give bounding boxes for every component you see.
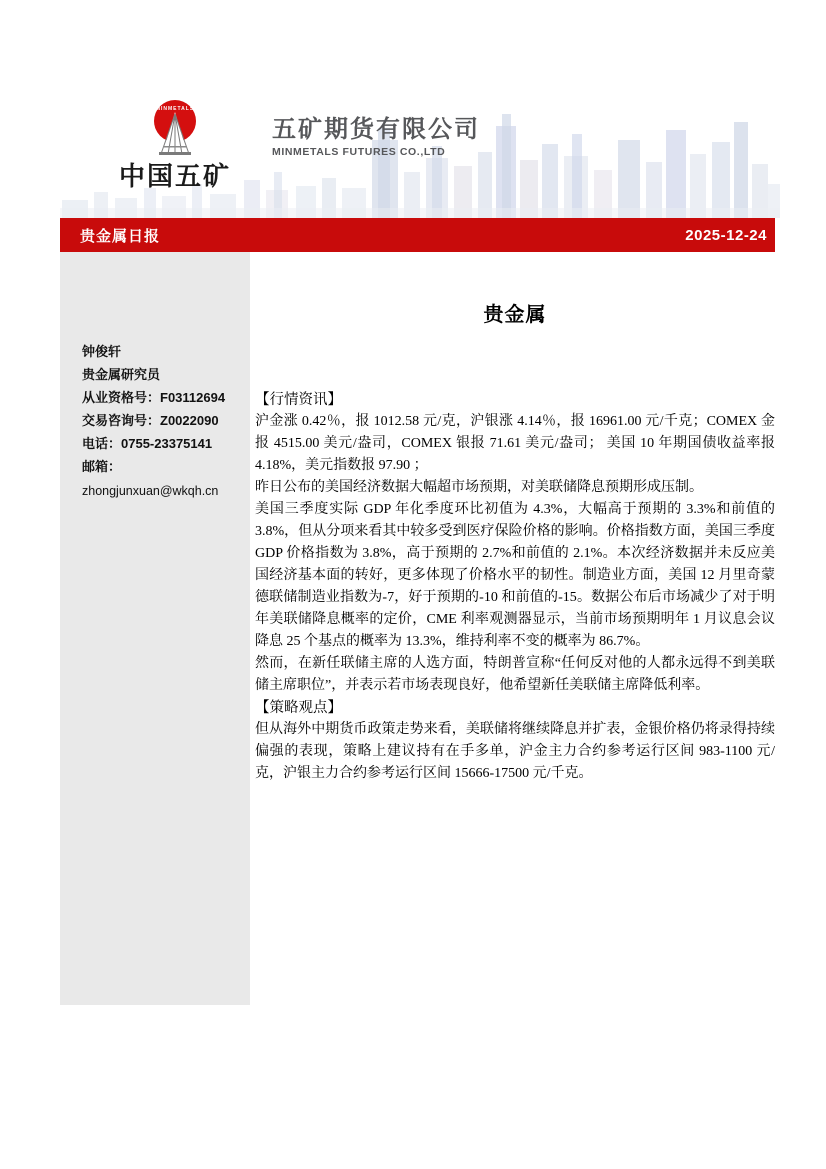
analyst-name: 钟俊轩: [82, 344, 122, 359]
paragraph: 沪金涨 0.42％，报 1012.58 元/克，沪银涨 4.14％，报 16961.00 元/千克；COMEX 金报 4515.00 美元/盎司，COMEX 银报 71.61 美元/盎司； 美国 10 年期国债收益率报 4.18%，美元指数报 97.90 ；: [255, 414, 775, 473]
report-name: 贵金属日报: [80, 227, 161, 245]
analyst-sidebar: [60, 252, 250, 1005]
company-name-cn: 五矿期货有限公司: [272, 116, 480, 143]
report-text: [255, 389, 775, 785]
company-logo: [100, 98, 250, 193]
page-header: [60, 95, 780, 218]
paragraph: 昨日公布的美国经济数据大幅超市场预期，对美联储降息预期形成压制。: [255, 480, 703, 495]
analyst-title: 贵金属研究员: [82, 367, 161, 382]
report-date: 2025-12-24: [685, 226, 767, 244]
section-heading-strategy-view: 【策略观点】: [255, 700, 342, 716]
logo-chinese-name: 中国五矿: [118, 161, 231, 191]
paragraph: 美国三季度实际 GDP 年化季度环比初值为 4.3%，大幅高于预期的 3.3%和前值的 3.8%，但从分项来看其中较多受到医疗保险价格的影响。价格指数方面，美国三季度 GDP 价格指数为 3.8%，高于预期的 2.7%和前值的 2.1%。本次经济数据并未反应美国经济基本面的转好，更多体现了价格水平的韧性。制造业方面，美国 12 月里奇蒙德联储制造业指数为-7，好于预期的-10 和前值的-15。数据公布后市场减少了对于明年美联储降息概率的定价，CME 利率观测器显示，当前市场预期明年 1 月议息会议降息 25 个基点的概率为 13.3%，维持利率不变的概率为 86.7%。: [255, 502, 775, 649]
company-name-en: MINMETALS FUTURES CO.,LTD: [272, 146, 446, 158]
report-body: [255, 252, 775, 785]
report-title-bar: [60, 218, 775, 252]
page-title: 贵金属: [483, 304, 547, 326]
analyst-phone: 电话：0755-23375141: [82, 436, 213, 451]
svg-text:MINMETALS: MINMETALS: [155, 106, 195, 112]
section-heading-market-news: 【行情资讯】: [255, 392, 342, 408]
analyst-info: [60, 252, 250, 503]
analyst-email-label: 邮箱：: [82, 459, 122, 474]
minmetals-logo-icon: [143, 98, 207, 160]
paragraph: 然而，在新任联储主席的人选方面，特朗普宣称“任何反对他的人都永远得不到美联储主席职位”，并表示若市场表现良好，他希望新任美联储主席降低利率。: [255, 656, 775, 693]
analyst-advisory-no: 交易咨询号：Z0022090: [82, 413, 219, 428]
analyst-qualification-no: 从业资格号：F03112694: [82, 390, 226, 405]
analyst-email[interactable]: zhongjunxuan@wkqh.cn: [82, 484, 219, 498]
company-name-block: [272, 109, 480, 158]
paragraph: 但从海外中期货币政策走势来看，美联储将继续降息并扩表，金银价格仍将录得持续偏强的表现，策略上建议持有在手多单，沪金主力合约参考运行区间 983-1100 元/克，沪银主力合约参考运行区间 15666-17500 元/千克。: [255, 722, 775, 781]
